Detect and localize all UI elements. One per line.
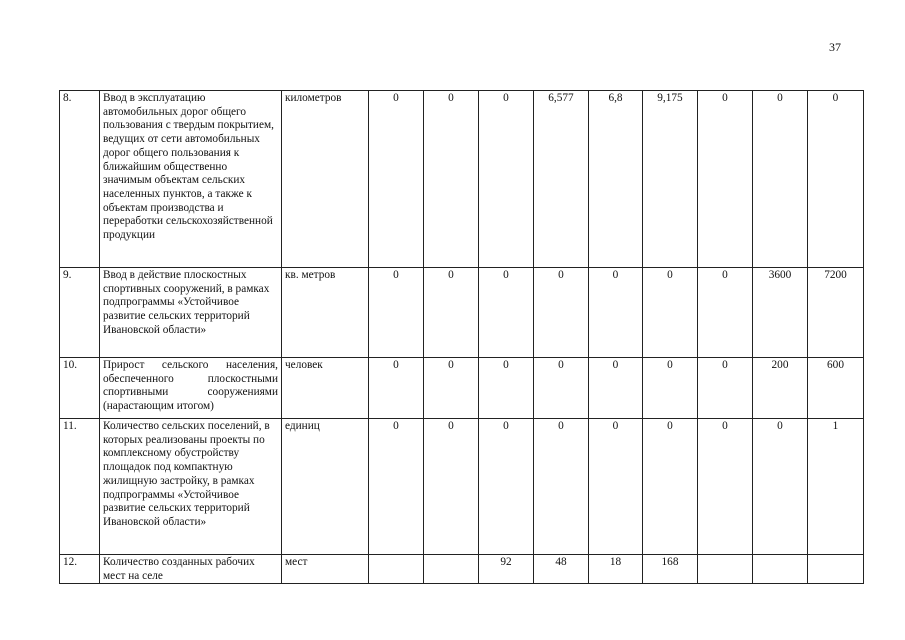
value-cell: 7200	[808, 268, 864, 358]
value-cell: 0	[589, 268, 643, 358]
value-cell: 0	[424, 91, 479, 268]
value-cell: 0	[808, 91, 864, 268]
value-cell: 0	[479, 91, 534, 268]
indicator-name: Ввод в действие плоскостных спортивных сооружений, в рамках подпрограммы «Устойчивое развитие сельских территорий Ивановской области»	[100, 268, 282, 358]
row-number: 8.	[60, 91, 100, 268]
value-cell: 0	[589, 358, 643, 419]
table-row	[60, 91, 864, 268]
value-cell: 0	[424, 268, 479, 358]
value-cell: 3600	[753, 268, 808, 358]
value-cell: 0	[479, 419, 534, 555]
value-cell: 0	[698, 358, 753, 419]
indicator-name: Прирост сельского населения, обеспеченного плоскостными спортивными сооружениями (нарастающим итогом)	[100, 358, 282, 419]
unit-cell: километров	[282, 91, 369, 268]
value-cell: 18	[589, 555, 643, 584]
value-cell: 0	[534, 358, 589, 419]
table-row	[60, 555, 864, 584]
value-cell	[424, 555, 479, 584]
value-cell: 6,8	[589, 91, 643, 268]
row-number: 12.	[60, 555, 100, 584]
value-cell: 0	[424, 358, 479, 419]
value-cell: 9,175	[643, 91, 698, 268]
unit-cell: мест	[282, 555, 369, 584]
value-cell: 0	[369, 419, 424, 555]
value-cell: 0	[643, 419, 698, 555]
value-cell: 92	[479, 555, 534, 584]
value-cell: 0	[534, 268, 589, 358]
value-cell: 0	[698, 419, 753, 555]
value-cell: 0	[534, 419, 589, 555]
value-cell: 0	[369, 358, 424, 419]
value-cell	[808, 555, 864, 584]
indicator-name: Количество сельских поселений, в которых реализованы проекты по комплексному обустройству площадок под компактную жилищную застройку, в рамках подпрограммы «Устойчивое развитие сельских территорий Ивановской области»	[100, 419, 282, 555]
value-cell: 600	[808, 358, 864, 419]
indicator-name: Количество созданных рабочих мест на селе	[100, 555, 282, 584]
row-number: 9.	[60, 268, 100, 358]
value-cell: 0	[479, 358, 534, 419]
value-cell: 0	[369, 268, 424, 358]
indicator-name: Ввод в эксплуатацию автомобильных дорог общего пользования с твердым покрытием, ведущих от сети автомобильных дорог общего пользования к ближайшим общественно значимым объектам сельских населенных пунктов, а также к объектам производства и переработки сельскохозяйственной продукции	[100, 91, 282, 268]
value-cell: 0	[753, 419, 808, 555]
value-cell: 0	[698, 91, 753, 268]
row-number: 10.	[60, 358, 100, 419]
value-cell: 0	[424, 419, 479, 555]
value-cell: 200	[753, 358, 808, 419]
value-cell: 0	[479, 268, 534, 358]
unit-cell: человек	[282, 358, 369, 419]
value-cell: 48	[534, 555, 589, 584]
table-row	[60, 268, 864, 358]
value-cell	[369, 555, 424, 584]
value-cell: 168	[643, 555, 698, 584]
value-cell: 1	[808, 419, 864, 555]
value-cell: 0	[698, 268, 753, 358]
table-row	[60, 419, 864, 555]
value-cell: 0	[589, 419, 643, 555]
unit-cell: кв. метров	[282, 268, 369, 358]
value-cell: 6,577	[534, 91, 589, 268]
value-cell	[698, 555, 753, 584]
value-cell: 0	[643, 358, 698, 419]
value-cell: 0	[753, 91, 808, 268]
page-number: 37	[829, 40, 841, 54]
row-number: 11.	[60, 419, 100, 555]
value-cell	[753, 555, 808, 584]
table-row	[60, 358, 864, 419]
value-cell: 0	[643, 268, 698, 358]
value-cell: 0	[369, 91, 424, 268]
indicators-table	[59, 90, 864, 584]
unit-cell: единиц	[282, 419, 369, 555]
